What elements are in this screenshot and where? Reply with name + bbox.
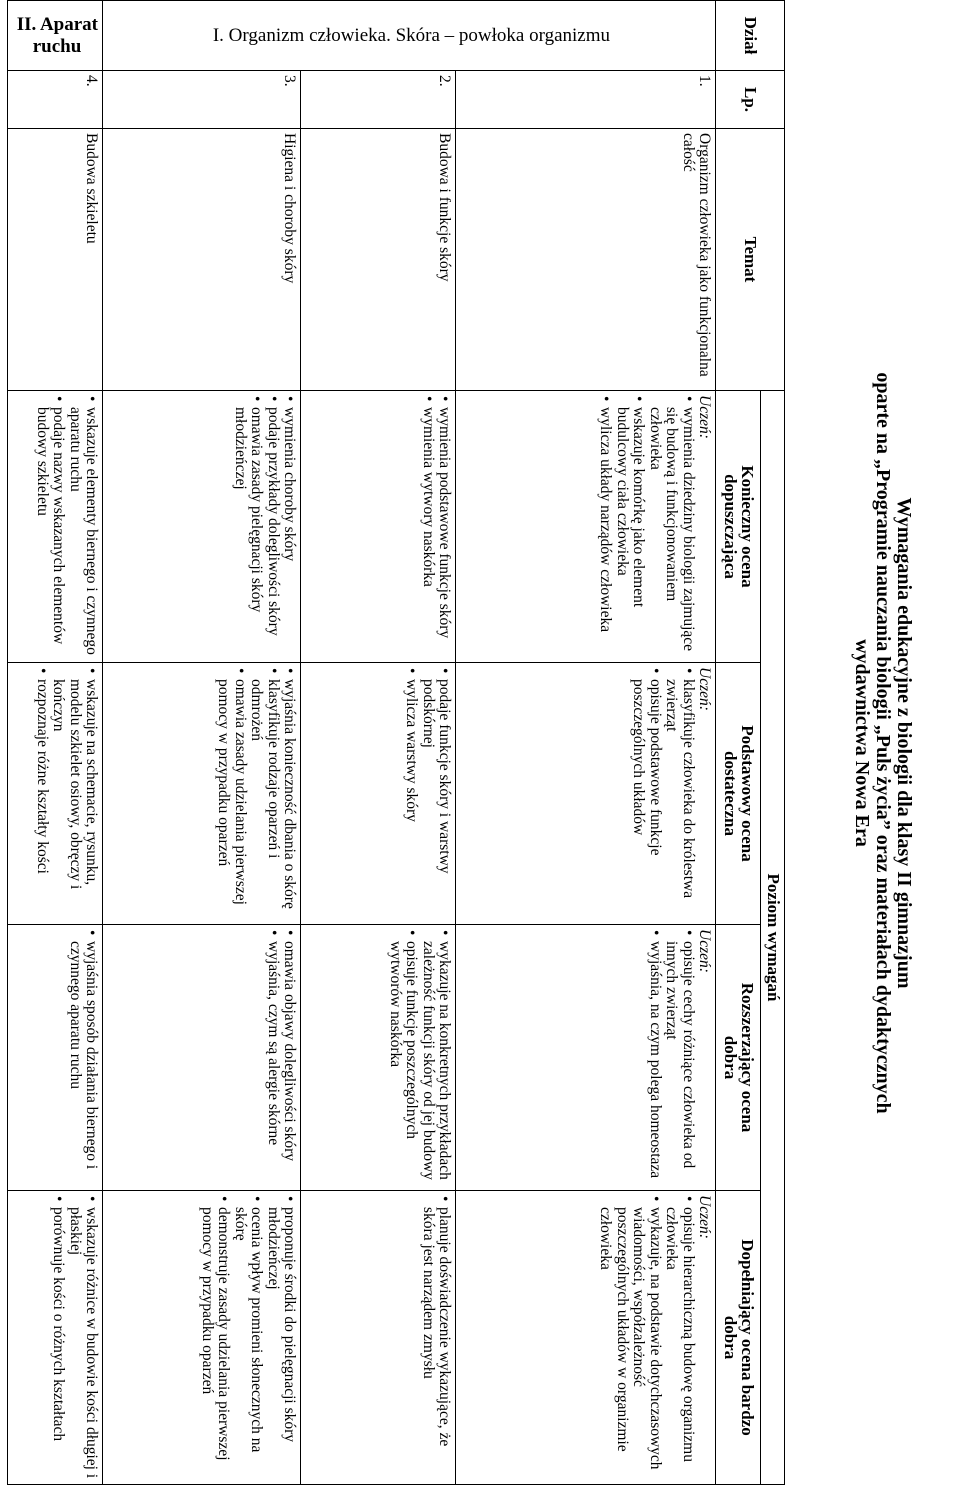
list-item: • klasyfikuje rodzaje oparzeń i odmrożeń — [248, 679, 281, 920]
requirements-level-4 — [456, 1191, 716, 1485]
document-title-line1: Wymagania edukacyjne z biologii dla klasy II gimnazjum — [893, 497, 915, 989]
header-level-4: Dopełniający ocena bardzo dobra — [716, 1191, 761, 1485]
requirements-level-1 — [301, 391, 456, 663]
document-title-line2: oparte na „Programie nauczania biologii „Puls życia” oraz materiałach dydaktycznych — [872, 372, 894, 1114]
requirements-level-3 — [301, 925, 456, 1191]
list-item: • wskazuje na schemacie, rysunku, modelu szkielet osiowy, obręczy i kończyn — [50, 679, 100, 920]
header-level-1: Konieczny ocena dopuszczająca — [716, 391, 761, 663]
list-item: • wskazuje elementy biernego i czynnego aparatu ruchu — [67, 407, 100, 658]
list-item: • omawia zasady udzielania pierwszej pomocy w przypadku oparzeń — [215, 679, 248, 920]
header-level-3: Rozszerzający ocena dobra — [716, 925, 761, 1191]
uczen-label: Uczeń: — [696, 395, 714, 439]
section-cell-2 — [8, 1, 103, 71]
list-item: • omawia objawy dolegliwości skóry — [281, 941, 298, 1186]
list-item: • porównuje kości o różnych kształtach — [50, 1207, 67, 1480]
row-number: 4. — [8, 71, 103, 129]
requirements-level-3 — [8, 925, 103, 1191]
header-lp: Lp. — [716, 71, 785, 129]
list-item: • opisuje cechy różniące człowieka od innych zwierząt — [663, 941, 696, 1186]
list-item: • podaje przykłady dolegliwości skóry — [265, 407, 282, 658]
table-row — [301, 1, 456, 1485]
section-title-1: I. Organizm człowieka. Skóra – powłoka organizmu — [213, 24, 611, 46]
list-item: • podaje nazwy wskazanych elementów budowy szkieletu — [34, 407, 67, 658]
header-poziom: Poziom wymagań — [761, 391, 785, 1485]
list-item: • wykazuje, na podstawie dotychczasowych wiadomości, współzależność poszczególnych układów w organizmie człowieka — [597, 1207, 663, 1480]
list-item: • wykazuje na konkretnych przykładach zależność funkcji skóry od jej budowy — [420, 941, 453, 1186]
requirements-level-2 — [8, 663, 103, 925]
document-title-line3: wydawnictwa Nowa Era — [851, 639, 873, 847]
list-item: • planuje doświadczenie wykazujące, że skóra jest narządem zmysłu — [420, 1207, 453, 1480]
uczen-label: Uczeń: — [696, 1195, 714, 1239]
list-item: • opisuje funkcje poszczególnych wytworów naskórka — [387, 941, 420, 1186]
row-topic: Organizm człowieka jako funkcjonalna całość — [456, 129, 716, 391]
list-item: • wymienia dziedziny biologii zajmujące się budową i funkcjonowaniem człowieka — [647, 407, 697, 658]
list-item: • omawia zasady pielęgnacji skóry młodzieńczej — [232, 407, 265, 658]
list-item: • opisuje hierarchiczną budowę organizmu człowieka — [663, 1207, 696, 1480]
header-level-2: Podstawowy ocena dostateczna — [716, 663, 761, 925]
requirements-level-4 — [301, 1191, 456, 1485]
row-topic: Higiena i choroby skóry — [103, 129, 301, 391]
table-row — [103, 1, 301, 1485]
list-item: • opisuje podstawowe funkcje poszczególnych układów — [630, 679, 663, 920]
requirements-table — [8, 0, 786, 1485]
list-item: • wskazuje komórkę jako element budulcowy ciała człowieka — [614, 407, 647, 658]
requirements-level-2 — [103, 663, 301, 925]
requirements-level-3 — [103, 925, 301, 1191]
list-item: • wymienia podstawowe funkcje skóry — [436, 407, 453, 658]
list-item: • wymienia choroby skóry — [281, 407, 298, 658]
requirements-level-1 — [8, 391, 103, 663]
list-item: • wyjaśnia, na czym polega homeostaza — [647, 941, 664, 1186]
list-item: • demonstruje zasady udzielania pierwszej pomocy w przypadku oparzeń — [199, 1207, 232, 1480]
list-item: • rozpoznaje różne kształty kości — [34, 679, 51, 920]
requirements-level-2 — [456, 663, 716, 925]
section-title-2: II. Aparat ruchu — [17, 13, 99, 57]
list-item: • wymienia wytwory naskórka — [420, 407, 437, 658]
requirements-level-4 — [103, 1191, 301, 1485]
requirements-level-4 — [8, 1191, 103, 1485]
requirements-level-2 — [301, 663, 456, 925]
row-number: 3. — [103, 71, 301, 129]
list-item: • wskazuje różnice w budowie kości długiej i płaskiej — [67, 1207, 100, 1480]
section-cell-1 — [103, 1, 716, 71]
row-topic: Budowa szkieletu — [8, 129, 103, 391]
list-item: • wyjaśnia sposób działania biernego i czynnego aparatu ruchu — [67, 941, 100, 1186]
requirements-level-3 — [456, 925, 716, 1191]
row-number: 2. — [301, 71, 456, 129]
table-row — [456, 1, 716, 1485]
list-item: • klasyfikuje człowieka do królestwa zwierząt — [663, 679, 696, 920]
header-dzial: Dział — [716, 1, 785, 71]
list-item: • podaje funkcje skóry i warstwy podskórnej — [420, 679, 453, 920]
requirements-level-1 — [103, 391, 301, 663]
row-number: 1. — [456, 71, 716, 129]
list-item: • ocenia wpływ promieni słonecznych na skórę — [232, 1207, 265, 1480]
requirements-level-1 — [456, 391, 716, 663]
header-temat: Temat — [716, 129, 785, 391]
list-item: • wylicza układy narządów człowieka — [597, 407, 614, 658]
list-item: • proponuje środki do pielęgnacji skóry młodzieńczej — [265, 1207, 298, 1480]
table-row — [8, 1, 103, 1485]
row-topic: Budowa i funkcje skóry — [301, 129, 456, 391]
list-item: • wyjaśnia konieczność dbania o skórę — [281, 679, 298, 920]
uczen-label: Uczeń: — [696, 667, 714, 711]
list-item: • wyjaśnia, czym są alergie skórne — [265, 941, 282, 1186]
list-item: • wylicza warstwy skóry — [403, 679, 420, 920]
uczen-label: Uczeń: — [696, 929, 714, 973]
